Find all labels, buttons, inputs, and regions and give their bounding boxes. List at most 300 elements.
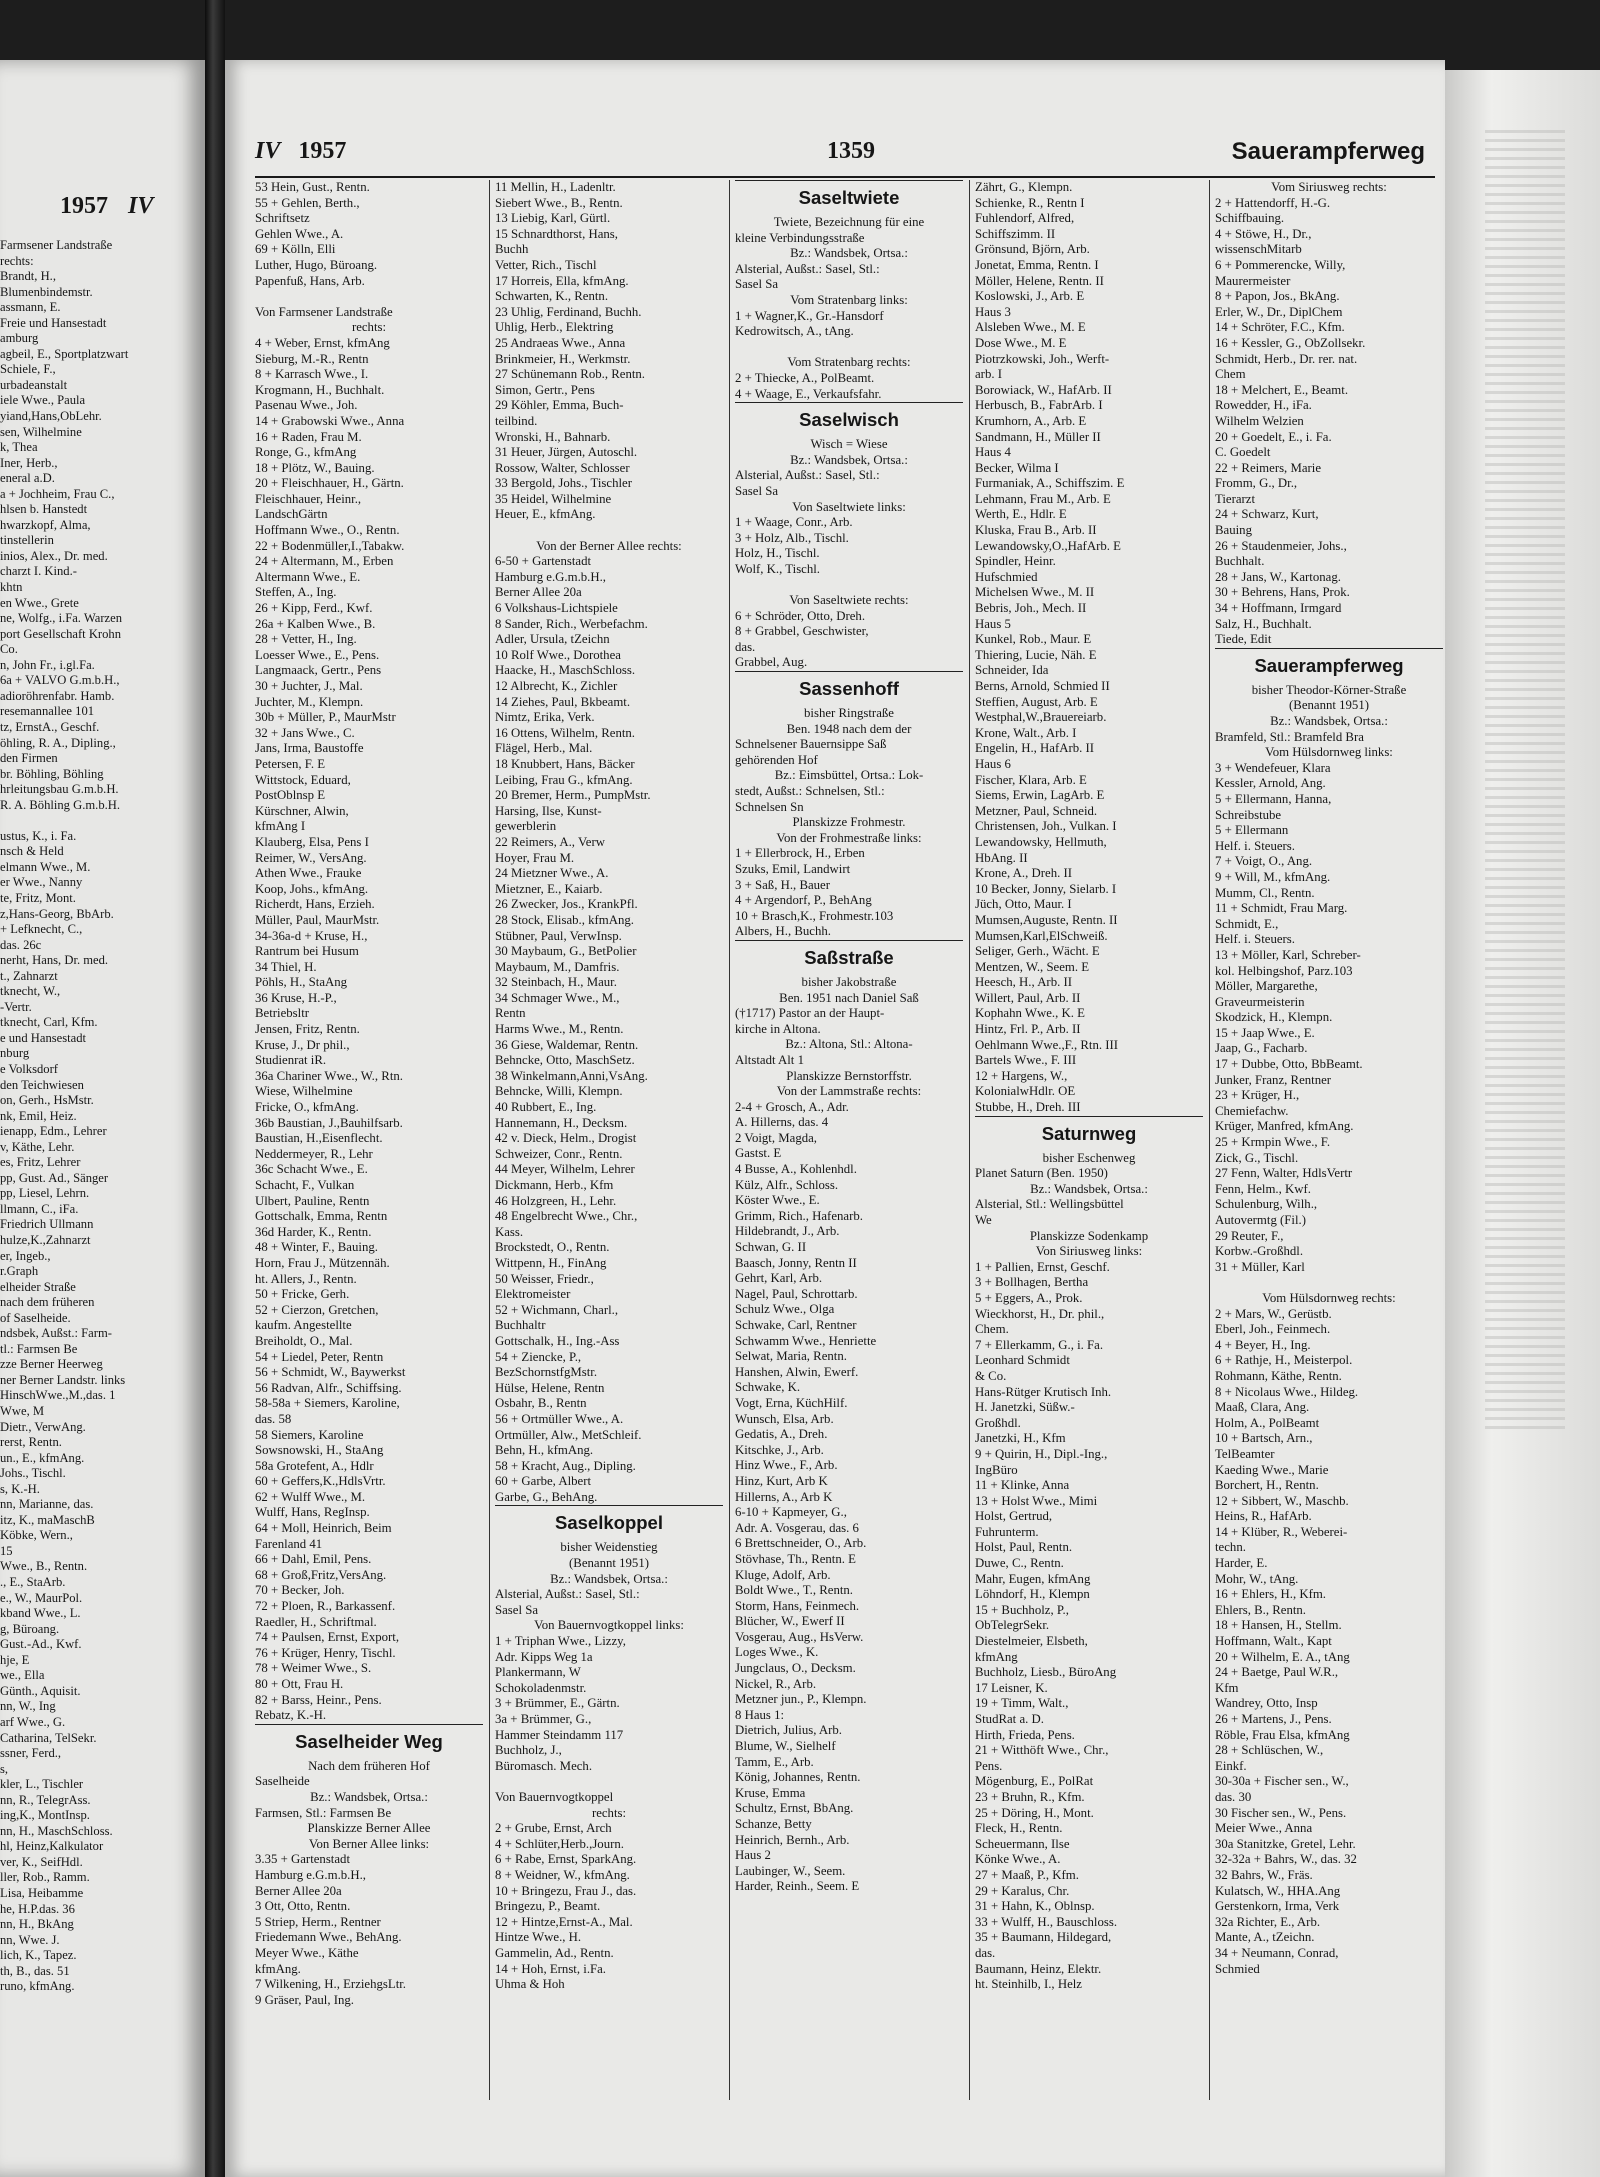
directory-line: yiand,Hans,ObLehr. xyxy=(0,409,102,424)
directory-line: z,Hans-Georg, BbArb. xyxy=(0,906,114,921)
directory-line: 16 + Ehlers, H., Kfm. xyxy=(1215,1587,1326,1602)
street-heading: Saturnweg xyxy=(975,1116,1203,1151)
page-header-left xyxy=(255,138,346,165)
directory-line: 27 Fenn, Walter, HdlsVertr xyxy=(1215,1166,1353,1181)
directory-line: 4 + Argendorf, P., BehAng xyxy=(735,893,872,908)
directory-line: Raedler, H., Schriftmal. xyxy=(255,1614,377,1629)
directory-line: 36d Harder, K., Rentn. xyxy=(255,1224,372,1239)
running-head-street: Sauerampferweg xyxy=(1231,138,1425,165)
directory-line: Flägel, Herb., Mal. xyxy=(495,741,593,756)
directory-line: Friedrich Ullmann xyxy=(0,1217,94,1232)
directory-line: Mumsen,Auguste, Rentn. II xyxy=(975,912,1118,927)
directory-line: 27 Schünemann Rob., Rentn. xyxy=(495,367,645,382)
directory-line: 64 + Moll, Heinrich, Beim xyxy=(255,1521,392,1536)
directory-line: Schwake, K. xyxy=(735,1380,801,1395)
directory-line: 6a + VALVO G.m.b.H., xyxy=(0,673,120,688)
directory-line: Selwat, Maria, Rentn. xyxy=(735,1349,847,1364)
directory-line: Stübner, Paul, VerwInsp. xyxy=(495,928,622,943)
directory-line: 31 Heuer, Jürgen, Autoschl. xyxy=(495,445,638,460)
directory-line: Von der Frohmestraße links: xyxy=(776,830,922,845)
directory-line: 3 + Saß, H., Bauer xyxy=(735,877,831,892)
directory-line: Szuks, Emil, Landwirt xyxy=(735,861,851,876)
directory-line: 4 + Waage, E., Verkaufsfahr. xyxy=(735,386,882,401)
directory-line: 20 + Wilhelm, E. A., tAng xyxy=(1215,1649,1350,1664)
directory-line: Wronski, H., Bahnarb. xyxy=(495,429,611,444)
directory-line: Bz.: Wandsbek, Ortsa.: xyxy=(310,1789,428,1804)
directory-line: Altermann Wwe., E. xyxy=(255,569,361,584)
book-gutter xyxy=(205,0,225,2177)
directory-line: Sasel Sa xyxy=(735,483,779,498)
directory-line: 22 Reimers, A., Verw xyxy=(495,834,605,849)
directory-line: Schmied xyxy=(1215,1961,1260,1976)
directory-line: 36c Schacht Wwe., E. xyxy=(255,1162,368,1177)
column-divider xyxy=(969,180,970,2100)
directory-line: Friedemann Wwe., BehAng. xyxy=(255,1930,402,1945)
directory-line: 34 + Hoffmann, Irmgard xyxy=(1215,601,1342,616)
directory-line: Mahr, Eugen, kfmAng xyxy=(975,1571,1091,1586)
directory-line: 18 + Hansen, H., Stellm. xyxy=(1215,1618,1342,1633)
directory-line: rechts: xyxy=(591,1805,627,1820)
directory-line: 11 + Schmidt, Frau Marg. xyxy=(1215,901,1348,916)
directory-line: un., E., kfmAng. xyxy=(0,1450,85,1465)
directory-line: Harder, Reinh., Seem. E xyxy=(735,1879,860,1894)
directory-line: Schwake, Carl, Rentner xyxy=(735,1318,857,1332)
directory-line: ., E., StaArb. xyxy=(0,1575,66,1590)
directory-line: Müller, Paul, MaurMstr. xyxy=(255,912,380,927)
directory-line: 36b Baustian, J.,Bauhilfsarb. xyxy=(255,1115,403,1130)
directory-line: Günth., Aquisit. xyxy=(0,1683,81,1698)
directory-line: 2-4 + Grosch, A., Adr. xyxy=(735,1099,849,1114)
directory-line: rechts: xyxy=(0,253,34,268)
directory-line: Catharina, TelSekr. xyxy=(0,1730,97,1745)
directory-column-1 xyxy=(255,180,483,2008)
directory-line: Harms Wwe., M., Rentn. xyxy=(495,1022,624,1037)
directory-line: hje, E xyxy=(0,1652,30,1667)
directory-line: Krone, A., Dreh. II xyxy=(975,866,1073,881)
directory-line: 3 + Brümmer, E., Gärtn. xyxy=(495,1696,620,1711)
directory-line: 20 + Goedelt, E., i. Fa. xyxy=(1215,429,1332,444)
directory-line: 30 Maybaum, G., BetPolier xyxy=(495,944,637,959)
directory-line: 46 Holzgreen, H., Lehr. xyxy=(495,1193,617,1208)
directory-line: Langmaack, Gertr., Pens xyxy=(255,663,382,678)
directory-line: ndsbek, Außst.: Farm- xyxy=(0,1326,112,1341)
directory-line: Kedrowitsch, A., tAng. xyxy=(735,324,854,339)
directory-line: Schnelsen Sn xyxy=(735,799,804,814)
directory-line: Seliger, Gerh., Wächt. E xyxy=(975,944,1100,959)
directory-line: he, H.P.das. 36 xyxy=(0,1901,75,1916)
directory-line: 26 Zwecker, Jos., KrankPfl. xyxy=(495,897,638,912)
directory-line: Gust.-Ad., Kwf. xyxy=(0,1637,82,1652)
directory-line: Studienrat iR. xyxy=(255,1053,327,1068)
directory-line: Bz.: Wandsbek, Ortsa.: xyxy=(550,1571,668,1586)
directory-line: Jensen, Fritz, Rentn. xyxy=(255,1022,360,1037)
directory-line: 3 + Holz, Alb., Tischl. xyxy=(735,530,849,545)
directory-line: Jaap, G., Facharb. xyxy=(1215,1041,1308,1056)
directory-line: 12 + Hargens, W., xyxy=(975,1068,1068,1083)
directory-line: Meier Wwe., Anna xyxy=(1215,1821,1313,1836)
directory-line: Haus 5 xyxy=(975,616,1011,631)
directory-line: Oehlmann Wwe.,F., Rtn. III xyxy=(975,1037,1119,1052)
directory-line: 44 Meyer, Wilhelm, Lehrer xyxy=(495,1162,635,1177)
directory-line: Heinrich, Bernh., Arb. xyxy=(735,1832,850,1847)
directory-line: Köbke, Wern., xyxy=(0,1528,73,1543)
directory-line: Maaß, Clara, Ang. xyxy=(1215,1400,1310,1415)
directory-line: nn, Marianne, das. xyxy=(0,1497,94,1512)
directory-line: bisher Ringstraße xyxy=(804,706,894,721)
directory-line: Hinz, Kurt, Arb K xyxy=(735,1473,828,1488)
directory-line: 35 Heidel, Wilhelmine xyxy=(495,491,612,506)
directory-line: Baasch, Jonny, Rentn II xyxy=(735,1255,857,1270)
directory-line: ing,K., MontInsp. xyxy=(0,1808,90,1823)
directory-line: 20 + Fleischhauer, H., Gärtn. xyxy=(255,476,404,491)
directory-line: 36 Kruse, H.-P., xyxy=(255,990,337,1005)
directory-line: Tamm, E., Arb. xyxy=(735,1754,814,1769)
directory-line: Haus 3 xyxy=(975,304,1011,319)
directory-line: Schacht, F., Vulkan xyxy=(255,1178,355,1192)
directory-line: 38 Winkelmann,Anni,VsAng. xyxy=(495,1068,648,1083)
directory-line: Pasenau Wwe., Joh. xyxy=(255,398,358,413)
column-divider xyxy=(1209,180,1210,2100)
directory-line: 70 + Becker, Joh. xyxy=(255,1583,345,1598)
directory-line: 3.35 + Gartenstadt xyxy=(255,1852,350,1867)
directory-line: Mumsen,Karl,ElSchweiß. xyxy=(975,928,1108,943)
directory-line: Fleischhauer, Heinr., xyxy=(255,491,362,506)
directory-line: 50 Weisser, Friedr., xyxy=(495,1271,594,1286)
directory-line: 80 + Ott, Frau H. xyxy=(255,1677,344,1691)
directory-line: 7 + Ellerkamm, G., i. Fa. xyxy=(975,1337,1104,1352)
directory-line: Gottschalk, H., Ing.-Ass xyxy=(495,1333,620,1348)
directory-line: 34 + Neumann, Conrad, xyxy=(1215,1945,1339,1960)
directory-line: Christensen, Joh., Vulkan. I xyxy=(975,819,1117,834)
directory-line: Löhndorf, H., Klempn xyxy=(975,1587,1090,1602)
street-heading: Saßstraße xyxy=(735,940,963,975)
directory-line: n, John Fr., i.gl.Fa. xyxy=(0,657,95,672)
directory-line: 10 + Brasch,K., Frohmestr.103 xyxy=(735,908,894,923)
directory-line: Loesser Wwe., E., Pens. xyxy=(255,647,380,662)
directory-line: nn, R., TelegrAss. xyxy=(0,1792,91,1807)
directory-line: 16 + Raden, Frau M. xyxy=(255,429,362,444)
directory-line: Gottschalk, Emma, Rentn xyxy=(255,1209,388,1224)
directory-line: tinstellerin xyxy=(0,533,54,548)
directory-line: Farenland 41 xyxy=(255,1536,323,1551)
directory-line: 24 + Schwarz, Kurt, xyxy=(1215,507,1319,522)
directory-line: 60 + Geffers,K.,HdlsVrtr. xyxy=(255,1474,386,1489)
directory-line: Tierarzt xyxy=(1215,491,1256,506)
directory-line: das. xyxy=(735,639,756,654)
directory-line: Hufschmied xyxy=(975,569,1038,584)
directory-line: 25 + Krmpin Wwe., F. xyxy=(1215,1135,1331,1150)
directory-line: Von Saseltwiete links: xyxy=(792,499,906,514)
directory-line: Hoyer, Frau M. xyxy=(495,850,575,865)
directory-line: Von Farmsener Landstraße xyxy=(255,304,393,319)
directory-line: Jonetat, Emma, Rentn. I xyxy=(975,257,1099,272)
directory-line: 11 + Klinke, Anna xyxy=(975,1478,1070,1493)
directory-line: bisher Eschenweg xyxy=(1042,1150,1136,1165)
directory-line: 2 + Mars, W., Gerüstb. xyxy=(1215,1306,1332,1321)
directory-line: Möller, Margarethe, xyxy=(1215,979,1318,994)
directory-line: 27 + Maaß, P., Kfm. xyxy=(975,1867,1079,1882)
directory-line: Buchhaltr xyxy=(495,1318,546,1333)
directory-line: eneral a.D. xyxy=(0,471,55,486)
directory-line: 60 + Garbe, Albert xyxy=(495,1474,592,1489)
directory-line: ver, K., SeifHdl. xyxy=(0,1854,83,1869)
directory-line: bisher Theodor-Körner-Straße xyxy=(1251,682,1407,697)
directory-line: das. 26c xyxy=(0,937,42,952)
directory-line: Johs., Tischl. xyxy=(0,1466,66,1481)
directory-line: Ben. 1951 nach Daniel Saß xyxy=(779,990,919,1005)
directory-line: Planskizze Berner Allee xyxy=(307,1821,431,1836)
directory-line: Hannemann, H., Decksm. xyxy=(495,1115,628,1130)
directory-line: 3 + Bollhagen, Bertha xyxy=(975,1275,1089,1290)
directory-line: Haus 4 xyxy=(975,445,1011,460)
directory-line xyxy=(1215,1275,1443,1291)
directory-line: 19 + Timm, Walt., xyxy=(975,1696,1069,1711)
directory-line: we., Ella xyxy=(0,1668,45,1683)
directory-line: 18 Knubbert, Hans, Bäcker xyxy=(495,756,635,771)
directory-line: Janetzki, H., Kfm xyxy=(975,1431,1066,1446)
directory-line: kirche in Altona. xyxy=(735,1021,821,1036)
directory-line: Rohmann, Käthe, Rentn. xyxy=(1215,1368,1342,1383)
directory-line: nn, Wwe. J. xyxy=(0,1932,60,1947)
directory-line: TelBeamter xyxy=(1215,1446,1275,1461)
directory-line: Gehrt, Karl, Arb. xyxy=(735,1271,823,1286)
directory-line: arf Wwe., G. xyxy=(0,1714,66,1729)
directory-line: Betriebsltr xyxy=(255,1006,310,1021)
directory-line: Mante, A., tZeichn. xyxy=(1215,1930,1315,1945)
directory-line: Kulatsch, W., HHA.Ang xyxy=(1215,1883,1341,1898)
directory-line: Reimer, W., VersAng. xyxy=(255,850,367,865)
directory-line: elmann Wwe., M. xyxy=(0,859,91,874)
directory-line: Kürschner, Alwin, xyxy=(255,803,349,818)
directory-line: Chem. xyxy=(975,1322,1009,1337)
directory-line: port Gesellschaft Krohn xyxy=(0,626,122,641)
directory-line: 31 + Hahn, K., Oblnsp. xyxy=(975,1899,1095,1914)
directory-line: 6 + Rabe, Ernst, SparkAng. xyxy=(495,1852,637,1867)
directory-line: er Wwe., Nanny xyxy=(0,875,83,890)
directory-column-4 xyxy=(975,180,1203,1993)
directory-line: 30a Stanitzke, Gretel, Lehr. xyxy=(1215,1836,1356,1851)
directory-line: Juchter, M., Klempn. xyxy=(255,694,364,709)
street-heading: Sassenhoff xyxy=(735,671,963,706)
directory-line: 8 + Papon, Jos., BkAng. xyxy=(1215,289,1340,304)
directory-line: Loges Wwe., K. xyxy=(735,1645,819,1660)
directory-line: Schmidt, E., xyxy=(1215,916,1279,931)
directory-line: Saselheide xyxy=(255,1774,310,1789)
directory-line: iele Wwe., Paula xyxy=(0,393,86,408)
directory-line: Hillerns, A., Arb K xyxy=(735,1489,833,1504)
directory-line: 15 + Jaap Wwe., E. xyxy=(1215,1025,1315,1040)
directory-line: 11 Mellin, H., Ladenltr. xyxy=(495,180,616,194)
directory-line: 24 Mietzner Wwe., A. xyxy=(495,866,609,881)
directory-line: Gerstenkorn, Irma, Verk xyxy=(1215,1899,1340,1914)
directory-line: 6 Volkshaus-Lichtspiele xyxy=(495,601,618,616)
left-page-volume: IV xyxy=(128,193,154,219)
directory-line: bisher Jakobstraße xyxy=(801,974,897,989)
directory-line: te, Fritz, Mont. xyxy=(0,890,76,905)
directory-line: ienapp, Edm., Lehrer xyxy=(0,1124,107,1139)
directory-line: 29 + Karalus, Chr. xyxy=(975,1883,1070,1898)
directory-line: öhling, R. A., Dipling., xyxy=(0,735,116,750)
directory-line: Ehlers, B., Rentn. xyxy=(1215,1602,1306,1617)
page-header xyxy=(255,138,1435,178)
directory-line: Fricke, O., kfmAng. xyxy=(255,1100,359,1115)
directory-line: Wwe., B., Rentn. xyxy=(0,1559,88,1574)
directory-line: 76 + Krüger, Henry, Tischl. xyxy=(255,1645,396,1660)
directory-line: Nickel, R., Arb. xyxy=(735,1676,817,1691)
directory-line: 5 + Eggers, A., Prok. xyxy=(975,1290,1083,1305)
directory-line: (Benannt 1951) xyxy=(569,1556,649,1571)
directory-line: Krogmann, H., Buchhalt. xyxy=(255,382,385,397)
directory-line: Planskizze Frohmestr. xyxy=(792,815,906,830)
directory-line: Dickmann, Herb., Kfm xyxy=(495,1178,614,1192)
directory-line: Kass. xyxy=(495,1224,524,1239)
directory-line: Plankermann, W xyxy=(495,1665,581,1680)
directory-line: Mentzen, W., Seem. E xyxy=(975,959,1090,974)
directory-line: Jungclaus, O., Decksm. xyxy=(735,1661,856,1676)
directory-line: 33 + Wulff, H., Bauschloss. xyxy=(975,1914,1118,1929)
directory-line: 14 + Hoh, Ernst, i.Fa. xyxy=(495,1961,607,1976)
directory-line: 3a + Brümmer, G., xyxy=(495,1712,592,1726)
directory-line: Fenn, Helm., Kwf. xyxy=(1215,1181,1311,1196)
directory-line: Scheuermann, Ilse xyxy=(975,1836,1070,1851)
directory-line: Schnelsener Bauernsippe Saß xyxy=(735,737,887,752)
directory-line: gewerblerin xyxy=(495,819,557,834)
directory-line: C. Goedelt xyxy=(1215,445,1271,460)
directory-line: den Firmen xyxy=(0,751,58,766)
directory-line: Autovermtg (Fil.) xyxy=(1215,1213,1306,1227)
directory-line: Kitschke, J., Arb. xyxy=(735,1442,824,1457)
directory-line: Holm, A., PolBeamt xyxy=(1215,1415,1320,1430)
directory-line: Mohr, W., tAng. xyxy=(1215,1571,1299,1586)
directory-line: Sieburg, M.-R., Rentn xyxy=(255,351,369,366)
directory-line: 31 + Müller, Karl xyxy=(1215,1259,1305,1274)
directory-line: Großhdl. xyxy=(975,1415,1021,1430)
directory-line: 2 + Hattendorff, H.-G. xyxy=(1215,195,1331,210)
directory-line: Planskizze Sodenkamp xyxy=(1029,1228,1149,1243)
directory-line: s, xyxy=(0,1761,9,1776)
directory-line: Freie und Hansestadt xyxy=(0,315,107,330)
page-edge xyxy=(1445,70,1600,2177)
directory-line: Osbahr, B., Rentn xyxy=(495,1396,587,1411)
directory-line: 9 Gräser, Paul, Ing. xyxy=(255,1992,354,2007)
directory-line: Krüger, Manfred, kfmAng. xyxy=(1215,1119,1354,1134)
directory-line: 26 + Kipp, Ferd., Kwf. xyxy=(255,601,373,616)
directory-line: Mumm, Cl., Rentn. xyxy=(1215,885,1315,900)
directory-line: Fuhlendorf, Alfred, xyxy=(975,211,1075,226)
directory-line: Schweizer, Conr., Rentn. xyxy=(495,1146,623,1161)
directory-line: th, B., das. 51 xyxy=(0,1963,70,1978)
directory-line: Berns, Arnold, Schmied II xyxy=(975,679,1110,693)
directory-line: runo, kfmAng. xyxy=(0,1979,75,1994)
directory-line: Leonhard Schmidt xyxy=(975,1353,1070,1368)
left-page-text xyxy=(0,238,200,1995)
directory-line: Rossow, Walter, Schlosser xyxy=(495,460,630,475)
directory-line: hrleitungsbau G.m.b.H. xyxy=(0,782,119,797)
directory-line: Schokoladenmstr. xyxy=(495,1680,587,1695)
directory-line: Elektromeister xyxy=(495,1287,571,1302)
directory-line: Schienke, R., Rentn I xyxy=(975,195,1085,210)
directory-line: Iner, Herb., xyxy=(0,455,58,470)
directory-line: khtn xyxy=(0,580,23,595)
directory-line: PostOblnsp E xyxy=(255,788,326,803)
directory-line: 29 Köhler, Emma, Buch- xyxy=(495,398,624,413)
directory-line: agbeil, E., Sportplatzwart xyxy=(0,346,129,361)
directory-line: das. 58 xyxy=(255,1411,292,1426)
directory-line: s, K.-H. xyxy=(0,1481,40,1496)
year: 1957 xyxy=(298,138,347,164)
directory-line: 3 Ott, Otto, Rentn. xyxy=(255,1899,351,1914)
directory-line: 40 Rubbert, E., Ing. xyxy=(495,1100,597,1115)
directory-line: Piotrzkowski, Joh., Werft- xyxy=(975,351,1110,366)
directory-line: sen, Wilhelmine xyxy=(0,424,82,439)
directory-line: Spindler, Heinr. xyxy=(975,554,1056,569)
directory-line: Bringezu, P., Beamt. xyxy=(495,1899,601,1914)
directory-line: Berner Allee 20a xyxy=(255,1883,342,1898)
directory-line: 1 + Waage, Conr., Arb. xyxy=(735,515,853,530)
directory-line: 34-36a-d + Kruse, H., xyxy=(255,928,368,943)
directory-line: 26 + Staudenmeier, Johs., xyxy=(1215,538,1347,553)
directory-line: 54 + Liedel, Peter, Rentn xyxy=(255,1349,384,1364)
directory-line: Blume, W., Sielhelf xyxy=(735,1739,836,1754)
directory-line: IngBüro xyxy=(975,1462,1018,1477)
directory-line: Mögenburg, E., PolRat xyxy=(975,1774,1094,1789)
directory-line: Rowedder, H., iFa. xyxy=(1215,398,1312,413)
directory-line: 50 + Fricke, Gerh. xyxy=(255,1287,350,1302)
directory-line: Eberl, Joh., Feinmech. xyxy=(1215,1322,1331,1337)
directory-line: 15 + Buchholz, P., xyxy=(975,1602,1069,1617)
street-heading: Saselwisch xyxy=(735,402,963,437)
directory-line xyxy=(0,813,200,829)
header-rule xyxy=(255,176,1435,178)
directory-line: Ben. 1948 nach dem der xyxy=(786,721,912,736)
directory-line: Harder, E. xyxy=(1215,1556,1268,1571)
directory-line: Papenfuß, Hans, Arb. xyxy=(255,273,365,288)
directory-line: Metzner jun., P., Klempn. xyxy=(735,1692,867,1707)
directory-line: Korbw.-Großhdl. xyxy=(1215,1244,1304,1259)
directory-line: Hintze Wwe., H. xyxy=(495,1930,582,1945)
directory-line: 56 + Ortmüller Wwe., A. xyxy=(495,1411,624,1426)
directory-line: Breiholdt, O., Mal. xyxy=(255,1333,353,1348)
directory-line: Wolf, K., Tischl. xyxy=(735,561,821,576)
directory-line: amburg xyxy=(0,331,39,346)
directory-line: R. A. Böhling G.m.b.H. xyxy=(0,797,121,812)
directory-line: 21 + Witthöft Wwe., Chr., xyxy=(975,1743,1109,1758)
directory-line: 4 + Weber, Ernst, kfmAng xyxy=(255,335,390,350)
directory-line: 30 + Juchter, J., Mal. xyxy=(255,679,363,693)
directory-line: 33 Bergold, Johs., Tischler xyxy=(495,476,632,491)
directory-line: 7 Wilkening, H., ErziehgsLtr. xyxy=(255,1977,407,1992)
directory-line: 26 + Martens, J., Pens. xyxy=(1215,1712,1332,1726)
directory-line: Sasel Sa xyxy=(735,277,779,292)
directory-line: 8 Haus 1: xyxy=(735,1707,785,1722)
directory-column-2 xyxy=(495,180,723,1993)
directory-line: 25 + Döring, H., Mont. xyxy=(975,1805,1094,1820)
directory-line: 25 Andraeas Wwe., Anna xyxy=(495,335,626,350)
directory-line: Schwan, G. II xyxy=(735,1240,807,1255)
directory-line: Wittpenn, H., FinAng xyxy=(495,1255,607,1270)
directory-line: StudRat a. D. xyxy=(975,1712,1044,1726)
directory-line: Koop, Johs., kfmAng. xyxy=(255,881,369,896)
directory-line: 6 + Rathje, H., Meisterpol. xyxy=(1215,1353,1353,1368)
directory-line: 5 + Ellermann, Hanna, xyxy=(1215,791,1332,806)
directory-line: Planet Saturn (Ben. 1950) xyxy=(975,1166,1108,1181)
street-heading: Sauerampferweg xyxy=(1215,648,1443,683)
directory-line: Bz.: Wandsbek, Ortsa.: xyxy=(790,452,908,467)
directory-line: 28 + Schlüschen, W., xyxy=(1215,1743,1324,1758)
directory-line: 18 + Plötz, W., Bauing. xyxy=(255,460,375,475)
directory-line: Bz.: Wandsbek, Ortsa.: xyxy=(1030,1181,1148,1196)
directory-line: Ulbert, Pauline, Rentn xyxy=(255,1193,370,1208)
